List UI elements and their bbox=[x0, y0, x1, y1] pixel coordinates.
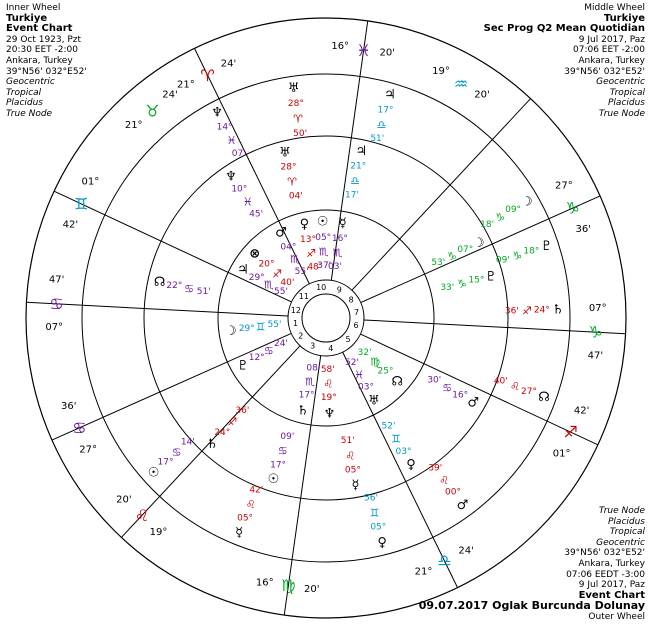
inner-chart-coords: 39°N56' 032°E52' bbox=[6, 66, 87, 77]
house-number: 11 bbox=[298, 291, 309, 301]
cancer-glyph: ♋ bbox=[49, 294, 64, 314]
planet-degree: 20° bbox=[258, 259, 275, 270]
cusp-minute: 16° bbox=[255, 577, 274, 589]
pluto-icon: ♇ bbox=[485, 269, 497, 285]
planet-minute: 18' bbox=[480, 220, 495, 230]
cusp-degree: 20' bbox=[304, 584, 320, 596]
planet-sign: ♋ bbox=[263, 344, 274, 358]
uranus-icon: ♅ bbox=[279, 145, 291, 161]
wheel-ring bbox=[302, 294, 351, 345]
outer-chart-coords: 39°N56' 032°E52' bbox=[564, 548, 645, 559]
inner-chart-time: 20:30 EET -2:00 bbox=[6, 45, 78, 56]
house-number: 3 bbox=[310, 341, 316, 351]
planet-degree: 04° bbox=[280, 242, 297, 253]
venus-middle-position bbox=[382, 421, 416, 472]
outer-chart-date: 9 Jul 2017, Paz bbox=[578, 580, 645, 591]
planet-sign: ♋ bbox=[184, 282, 195, 296]
sun-outer-position bbox=[148, 438, 195, 481]
planet-sign: ♊ bbox=[255, 320, 266, 334]
planet-minute: 58' bbox=[320, 365, 335, 375]
mercury-icon: ☿ bbox=[338, 216, 347, 231]
planet-sign: ♊ bbox=[391, 432, 401, 446]
outer-setting: True Node bbox=[598, 506, 645, 516]
planet-degree: 28° bbox=[280, 162, 297, 173]
planet-degree: 29° bbox=[238, 324, 255, 335]
saturn-icon: ♄ bbox=[552, 302, 564, 318]
planet-minute: 24' bbox=[274, 339, 288, 349]
planet-minute: 04' bbox=[288, 191, 303, 202]
saturn-inner-position bbox=[297, 364, 320, 419]
cusp-minute: 20' bbox=[116, 494, 132, 506]
house-cusp-line bbox=[52, 333, 291, 440]
inner-setting: Tropical bbox=[6, 87, 42, 98]
outer-chart-place: Ankara, Turkey bbox=[578, 558, 645, 569]
house-number: 5 bbox=[345, 335, 351, 345]
venus-icon: ♀ bbox=[299, 217, 310, 232]
cusp-minute: 01° bbox=[81, 176, 100, 188]
middle-setting: True Node bbox=[598, 108, 645, 119]
saturn-icon: ♄ bbox=[206, 436, 219, 452]
house-number: 8 bbox=[348, 295, 354, 305]
planet-minute: 39' bbox=[428, 463, 443, 474]
planet-minute: 52' bbox=[345, 358, 359, 368]
neptune-outer-position bbox=[211, 106, 245, 159]
middle-wheel-label: Middle Wheel bbox=[584, 3, 645, 13]
mercury-icon: ☿ bbox=[351, 477, 360, 493]
inner-chart-type: Event Chart bbox=[6, 23, 73, 35]
cusp-label bbox=[553, 406, 590, 460]
north-node-icon: ☊ bbox=[153, 275, 166, 291]
moon-outer-position bbox=[480, 195, 533, 231]
cusp-degree: 19° bbox=[432, 66, 450, 77]
cusp-minute: 47' bbox=[48, 274, 65, 286]
neptune-inner-position bbox=[321, 365, 337, 421]
planet-minute: 08' bbox=[306, 363, 321, 374]
planet-degree: 05° bbox=[237, 513, 254, 524]
planet-degree: 16° bbox=[331, 234, 348, 245]
house-number: 4 bbox=[328, 344, 334, 354]
neptune-icon: ♆ bbox=[225, 169, 237, 185]
planet-degree: 16° bbox=[452, 390, 469, 401]
planet-minute: 30' bbox=[427, 375, 442, 386]
planet-degree: 19° bbox=[320, 393, 337, 403]
planet-minute: 36' bbox=[235, 405, 250, 416]
libra-glyph: ♎ bbox=[437, 551, 452, 571]
planet-degree: 17° bbox=[298, 390, 315, 401]
planet-sign: ♈ bbox=[293, 112, 303, 126]
neptune-icon: ♆ bbox=[211, 105, 223, 121]
saturn-outer-position bbox=[505, 302, 564, 317]
house-cusp-line bbox=[26, 302, 288, 316]
mercury-outer-position bbox=[235, 486, 263, 541]
wheel-ring bbox=[26, 18, 626, 618]
aquarius-glyph: ♒ bbox=[453, 74, 469, 94]
house-number: 6 bbox=[353, 321, 359, 330]
venus-outer-position bbox=[364, 494, 387, 551]
planet-minute: 33' bbox=[440, 282, 455, 293]
planet-minute: 56' bbox=[364, 493, 378, 504]
wheel-ring bbox=[82, 74, 570, 562]
planet-degree: 12° bbox=[248, 353, 265, 363]
planet-sign: ♏ bbox=[332, 246, 343, 260]
cusp-label bbox=[63, 177, 100, 231]
planet-sign: ♏ bbox=[305, 375, 315, 389]
planet-minute: 37' bbox=[317, 261, 332, 271]
pluto-middle-position bbox=[440, 269, 496, 292]
planet-sign: ♈ bbox=[287, 175, 298, 189]
planet-minute: 42' bbox=[249, 485, 264, 496]
planet-degree: 24° bbox=[214, 428, 231, 439]
planet-sign: ♐ bbox=[306, 247, 317, 261]
planet-minute: 17' bbox=[345, 190, 359, 201]
taurus-glyph: ♉ bbox=[145, 101, 160, 121]
planet-sign: ♑ bbox=[446, 250, 457, 264]
cancer-glyph: ♋ bbox=[72, 418, 87, 438]
sun-middle-position bbox=[268, 432, 295, 487]
cusp-degree: 16° bbox=[331, 40, 350, 52]
jupiter-middle-position bbox=[345, 144, 367, 201]
planet-degree: 21° bbox=[350, 161, 367, 172]
planet-sign: ♋ bbox=[171, 446, 182, 459]
aries-glyph: ♈ bbox=[200, 65, 215, 85]
planet-sign: ♐ bbox=[227, 415, 238, 429]
planet-sign: ♑ bbox=[495, 211, 506, 224]
mars-icon: ♂ bbox=[467, 395, 480, 411]
cusp-degree: 24' bbox=[458, 545, 474, 557]
planet-degree: 05° bbox=[370, 522, 387, 533]
planet-minute: 50' bbox=[293, 128, 308, 139]
cusp-minute: 24' bbox=[220, 58, 237, 70]
cusp-label bbox=[61, 401, 97, 455]
pluto-inner-position bbox=[237, 339, 288, 374]
cusp-degree: 07° bbox=[588, 303, 607, 314]
planet-degree: 05° bbox=[315, 233, 332, 243]
planet-sign: ♌ bbox=[439, 474, 450, 488]
mercury-icon: ☿ bbox=[235, 525, 244, 541]
planet-minute: 09' bbox=[495, 255, 510, 266]
planet-minute: 55' bbox=[294, 267, 309, 278]
house-number: 1 bbox=[292, 319, 299, 329]
planet-sign: ♋ bbox=[442, 381, 453, 395]
mercury-middle-position bbox=[341, 436, 361, 493]
cusp-minute: 01° bbox=[552, 448, 571, 460]
planet-degree: 27° bbox=[521, 386, 537, 397]
cusp-minute: 20' bbox=[379, 47, 395, 59]
planet-sign: ♓ bbox=[226, 134, 237, 147]
middle-chart-name: Turkiye bbox=[603, 12, 645, 24]
mars-middle-position bbox=[427, 376, 479, 411]
uranus-outer-position bbox=[288, 81, 307, 139]
outer-setting: Placidus bbox=[608, 516, 645, 527]
cusp-minute: 21° bbox=[414, 566, 433, 578]
cusp-degree: 42' bbox=[62, 219, 79, 231]
capricorn-glyph: ♑ bbox=[588, 322, 603, 342]
inner-setting: True Node bbox=[6, 108, 53, 119]
middle-chart-date: 9 Jul 2017, Paz bbox=[578, 34, 645, 45]
middle-chart-type: Sec Prog Q2 Mean Quotidian bbox=[483, 23, 645, 35]
planet-degree: 17° bbox=[377, 105, 394, 116]
cusp-degree: 21° bbox=[177, 79, 195, 91]
part-of-fortune-icon: ⊗ bbox=[249, 246, 261, 262]
cusp-degree: 07° bbox=[45, 322, 64, 333]
planet-sign: ♎ bbox=[376, 118, 387, 132]
moon-inner-position bbox=[225, 320, 281, 339]
planet-minute: 40' bbox=[493, 376, 508, 387]
planet-degree: 09° bbox=[505, 205, 522, 215]
planet-degree: 13° bbox=[300, 235, 316, 246]
planet-sign: ♐ bbox=[521, 304, 532, 318]
jupiter-icon: ♃ bbox=[355, 144, 368, 160]
planet-sign: ♋ bbox=[277, 444, 288, 458]
planet-sign: ♑ bbox=[512, 249, 523, 263]
saturn-middle-position bbox=[206, 406, 249, 452]
planet-sign: ♊ bbox=[369, 506, 380, 520]
capricorn-glyph: ♑ bbox=[565, 198, 580, 218]
middle-setting: Placidus bbox=[608, 98, 645, 109]
pisces-glyph: ♓ bbox=[356, 41, 371, 61]
planet-minute: 40' bbox=[280, 278, 295, 289]
jupiter-icon: ♃ bbox=[237, 262, 249, 278]
house-cusp-line bbox=[364, 320, 626, 334]
planet-minute: 32' bbox=[357, 347, 372, 358]
middle-setting: Geocentric bbox=[596, 77, 645, 88]
planet-degree: 07° bbox=[457, 245, 474, 256]
planet-sign: ♑ bbox=[456, 277, 467, 291]
outer-setting: Tropical bbox=[609, 527, 645, 538]
house-number: 12 bbox=[290, 306, 301, 315]
moon-middle-position bbox=[431, 236, 484, 268]
jupiter-outer-position bbox=[370, 88, 395, 145]
planet-degree: 03° bbox=[358, 382, 374, 393]
cusp-degree: 19° bbox=[149, 526, 168, 538]
planet-degree: 03° bbox=[395, 447, 412, 458]
planet-degree: 10° bbox=[231, 184, 248, 195]
planet-degree: 29° bbox=[248, 273, 265, 283]
planet-sign: ♌ bbox=[245, 497, 256, 511]
house-number: 2 bbox=[298, 331, 304, 341]
outer-chart-type: Event Chart bbox=[578, 589, 645, 601]
planet-sign: ♌ bbox=[509, 380, 520, 394]
planet-minute: 51' bbox=[340, 436, 355, 447]
cusp-minute: 36' bbox=[575, 223, 591, 235]
planet-degree: 17° bbox=[157, 457, 174, 468]
inner-chart-date: 29 Oct 1923, Pzt bbox=[6, 34, 82, 45]
cusp-label bbox=[177, 59, 236, 91]
planet-degree: 14° bbox=[216, 122, 233, 133]
planet-minute: 55' bbox=[274, 287, 288, 297]
cusp-label bbox=[256, 576, 320, 595]
inner-wheel-label: Inner Wheel bbox=[6, 3, 61, 13]
outer-chart-title: 09.07.2017 Oglak Burcunda Dolunay bbox=[418, 599, 645, 613]
planet-sign: ♏ bbox=[263, 278, 274, 292]
moon-icon: ☽ bbox=[225, 323, 237, 339]
north-node-middle-position bbox=[154, 275, 211, 297]
sun-icon: ☉ bbox=[316, 214, 329, 230]
planet-minute: 48' bbox=[307, 262, 322, 273]
pluto-icon: ♇ bbox=[237, 358, 249, 374]
planet-degree: 25° bbox=[377, 366, 394, 377]
planet-minute: 53' bbox=[431, 258, 446, 269]
cusp-degree: 42' bbox=[573, 405, 590, 417]
inner-chart-place: Ankara, Turkey bbox=[6, 55, 73, 66]
cusp-minute: 24' bbox=[162, 89, 178, 101]
cusp-degree: 21° bbox=[124, 120, 143, 132]
inner-chart-name: Turkiye bbox=[6, 12, 48, 24]
leo-glyph: ♌ bbox=[134, 506, 150, 525]
cusp-degree: 27° bbox=[555, 180, 573, 192]
planet-sign: ♓ bbox=[354, 368, 364, 382]
sun-icon: ☉ bbox=[267, 472, 280, 488]
pluto-icon: ♇ bbox=[540, 238, 553, 254]
cusp-label bbox=[331, 41, 395, 60]
planet-minute: 03' bbox=[328, 261, 342, 272]
cusp-degree: 27° bbox=[79, 444, 97, 456]
saturn-icon: ♄ bbox=[296, 403, 309, 419]
planet-minute: 51' bbox=[370, 134, 385, 145]
planet-minute: 55' bbox=[267, 320, 282, 331]
cusp-minute: 47' bbox=[587, 350, 604, 362]
planet-minute: 51' bbox=[196, 287, 211, 297]
planet-degree: 17° bbox=[270, 460, 287, 471]
cusp-label bbox=[125, 90, 178, 132]
inner-setting: Geocentric bbox=[6, 77, 55, 88]
planet-minute: 14' bbox=[180, 437, 195, 448]
wheel-labels bbox=[45, 41, 606, 595]
planet-sign: ♍ bbox=[370, 355, 380, 369]
north-node-icon: ☊ bbox=[391, 374, 404, 390]
planet-degree: 24° bbox=[533, 305, 550, 316]
cusp-label bbox=[432, 66, 490, 101]
cusp-minute: 20' bbox=[474, 89, 490, 101]
middle-chart-coords: 39°N56' 032°E52' bbox=[564, 66, 645, 77]
mars-icon: ♂ bbox=[275, 225, 287, 241]
house-cusp-lines bbox=[26, 21, 625, 615]
uranus-icon: ♅ bbox=[287, 80, 300, 96]
house-number: 9 bbox=[336, 285, 342, 295]
cusp-label bbox=[116, 495, 167, 538]
venus-icon: ♀ bbox=[377, 535, 387, 551]
house-number: 10 bbox=[316, 282, 327, 292]
planet-degree: 18° bbox=[523, 246, 540, 257]
pluto-outer-position bbox=[496, 239, 552, 266]
outer-setting: Geocentric bbox=[596, 537, 645, 548]
sagittarius-glyph: ♐ bbox=[563, 422, 578, 442]
planet-minute: 36' bbox=[504, 306, 519, 317]
middle-chart-time: 07:06 EET -2:00 bbox=[573, 45, 645, 56]
virgo-glyph: ♍ bbox=[281, 575, 296, 595]
planet-minute: 07' bbox=[231, 148, 246, 159]
mars-outer-position bbox=[428, 464, 468, 514]
wheel-rings bbox=[26, 18, 626, 618]
cusp-label bbox=[415, 546, 474, 578]
planet-degree: 22° bbox=[166, 280, 183, 291]
inner-setting: Placidus bbox=[6, 98, 43, 109]
middle-setting: Tropical bbox=[609, 87, 645, 98]
neptune-icon: ♆ bbox=[323, 406, 336, 422]
jupiter-icon: ♃ bbox=[384, 87, 396, 103]
outer-chart-time: 07:06 EEDT -3:00 bbox=[566, 569, 645, 580]
cusp-minute: 36' bbox=[61, 401, 77, 413]
uranus-icon: ♅ bbox=[368, 393, 380, 409]
moon-icon: ☽ bbox=[472, 236, 485, 251]
venus-icon: ♀ bbox=[406, 457, 416, 473]
mars-icon: ♂ bbox=[456, 498, 469, 514]
sun-icon: ☉ bbox=[147, 465, 160, 481]
planet-sign: ♏ bbox=[290, 253, 300, 267]
planet-minute: 45' bbox=[249, 209, 264, 220]
planet-sign: ♎ bbox=[350, 174, 361, 188]
north-node-icon: ☊ bbox=[538, 389, 550, 405]
middle-chart-place: Ankara, Turkey bbox=[578, 55, 645, 66]
planet-degree: 28° bbox=[287, 99, 304, 110]
planet-minute: 09' bbox=[280, 431, 295, 442]
planet-sign: ♌ bbox=[345, 449, 356, 463]
planet-sign: ♓ bbox=[242, 195, 253, 209]
planet-sign: ♐ bbox=[272, 267, 282, 281]
cusp-label bbox=[555, 181, 591, 235]
planet-degree: 15° bbox=[468, 275, 485, 286]
uranus-middle-position bbox=[279, 146, 303, 202]
moon-icon: ☽ bbox=[521, 194, 533, 210]
house-number: 7 bbox=[353, 307, 360, 317]
planet-minute: 52' bbox=[381, 421, 396, 432]
planet-sign: ♌ bbox=[323, 377, 334, 391]
wheel-ring bbox=[144, 136, 508, 500]
planet-degree: 05° bbox=[344, 465, 361, 476]
gemini-glyph: ♊ bbox=[74, 194, 89, 214]
planet-degree: 00° bbox=[445, 487, 461, 498]
outer-wheel-label: Outer Wheel bbox=[588, 611, 645, 622]
mercury-inner-position bbox=[328, 216, 348, 272]
planet-sign: ♏ bbox=[318, 245, 329, 259]
